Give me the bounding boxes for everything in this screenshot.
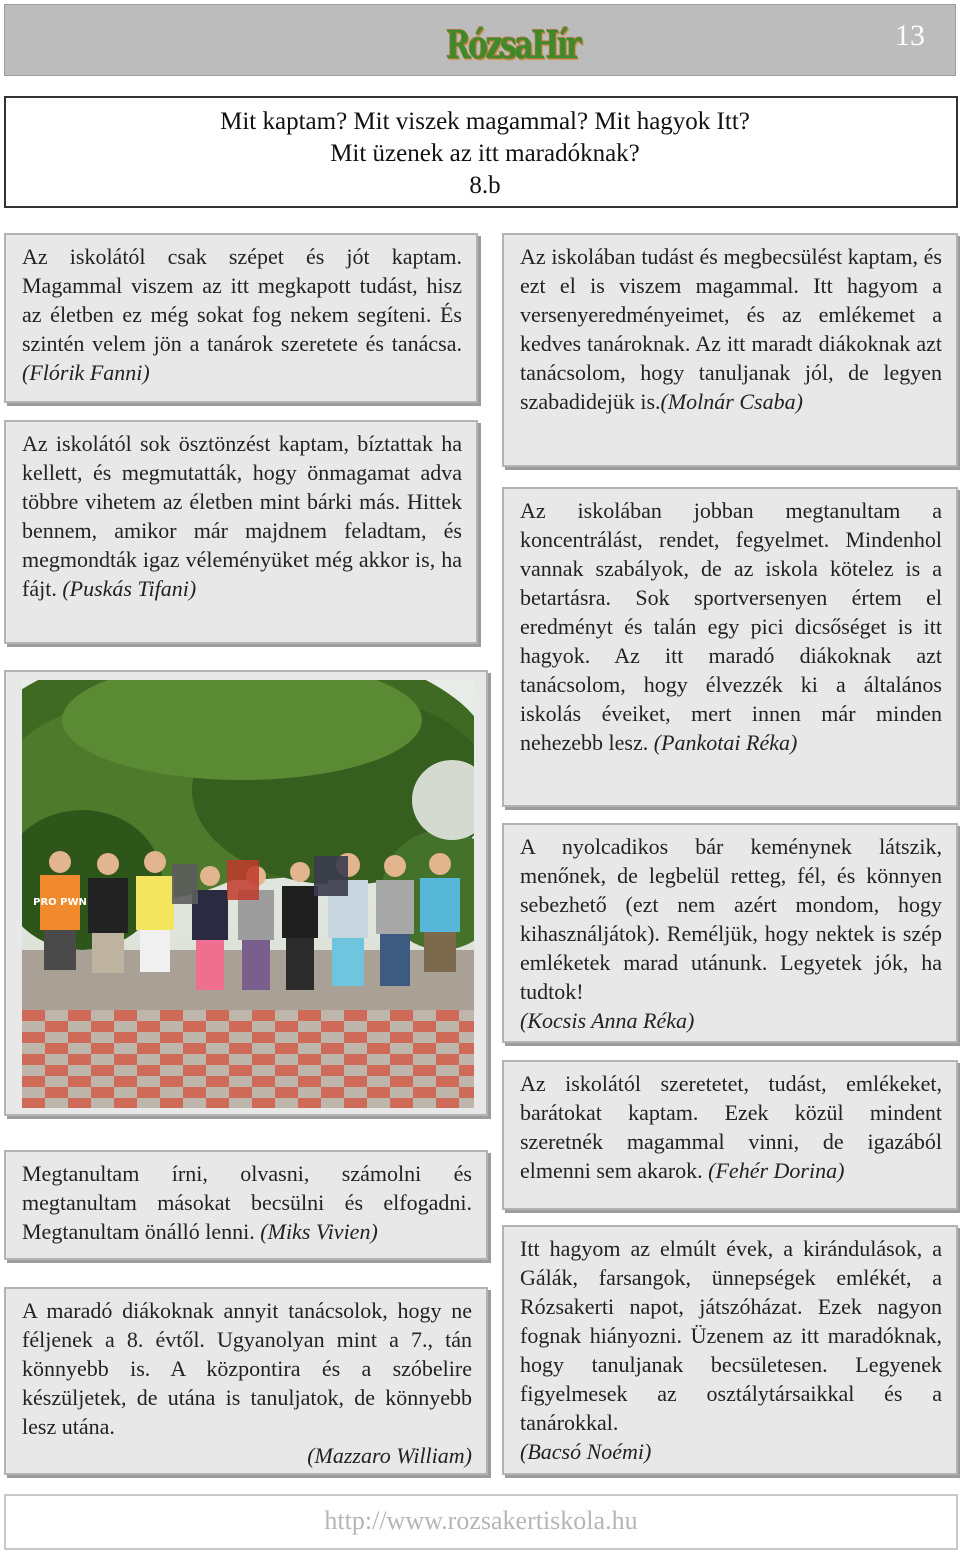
quote-box-bacso-noemi xyxy=(502,1225,958,1475)
quote-box-molnar-csaba xyxy=(502,233,958,467)
quote-box-kocsis-anna-reka xyxy=(502,823,958,1043)
page-number: 13 xyxy=(895,19,925,52)
quote-author: (Molnár Csaba) xyxy=(660,389,803,414)
quote-box-floric-fanni xyxy=(4,233,478,403)
quote-text: Az iskolában jobban megtanultam a koncentrálást, rendet, fegyelmet. Mindenhol vannak szabályok, de az iskola kötelez is a betartásra. Sok sportversenyen értem el eredményt és talán egy pici dicsőséget is itt hagyok. Az itt maradó diákoknak azt tanácsolom, hogy élvezzék ki a általános iskolás éveiket, mert innen már minden nehezebb lesz. (Pankotai Réka) xyxy=(520,498,942,755)
quote-author: (Pankotai Réka) xyxy=(653,730,798,755)
rozsahir-logo: RózsaHír xyxy=(446,22,580,67)
website-url[interactable]: http://www.rozsakertiskola.hu xyxy=(324,1506,638,1535)
quote-text: Az iskolától szeretetet, tudást, emlékeket, barátokat kaptam. Ezek közül mindent szeretnék magammal vinni, de igazából elmenni sem akarok. (Fehér Dorina) xyxy=(520,1071,942,1183)
title-line-2: Mit üzenek az itt maradóknak? xyxy=(330,140,640,167)
quote-box-mazzaro-william xyxy=(4,1287,488,1475)
quote-author: (Fehér Dorina) xyxy=(708,1158,845,1183)
quote-box-feher-dorina xyxy=(502,1060,958,1210)
shirt-text: PRO PWN xyxy=(33,897,87,908)
title-line-3: 8.b xyxy=(469,172,501,199)
class-photo-image xyxy=(22,680,474,1108)
quote-author: (Flórik Fanni) xyxy=(22,360,150,385)
quote-text: Megtanultam írni, olvasni, számolni és megtanultam másokat becsülni és elfogadni. Megtanultam önálló lenni. (Miks Vivien) xyxy=(22,1161,472,1244)
quote-author: (Miks Vivien) xyxy=(260,1219,378,1244)
quote-text: Az iskolától csak szépet és jót kaptam. Magammal viszem az itt megkapott tudást, hisz az életben ez még sokat fog nekem segíteni. És szintén velem jön a tanárok szeretete és tanácsa. (Flórik Fanni) xyxy=(22,244,462,385)
class-photo-frame xyxy=(4,670,488,1116)
page-header xyxy=(4,4,956,76)
quote-box-puskas-tifani xyxy=(4,420,478,644)
quote-box-miks-vivien xyxy=(4,1150,488,1260)
quote-text: A maradó diákoknak annyit tanácsolok, hogy ne féljenek a 8. évtől. Ugyanolyan mint a 7., tán könnyebb is. A központira és a szóbelire készüljetek, de utána is tanuljatok, de könnyebb lesz utána. xyxy=(22,1298,472,1439)
quote-author: (Kocsis Anna Réka) xyxy=(520,1008,695,1033)
quote-box-pankotai-reka xyxy=(502,487,958,807)
quote-text: Az iskolában tudást és megbecsülést kaptam, és ezt el is viszem magammal. Itt hagyom a versenyeredményeimet, és az emlékemet a kedves tanároknak. Az itt maradt diákoknak azt tanácsolom, hogy tanuljanak jól, de legyen szabadidejük is.(Molnár Csaba) xyxy=(520,244,942,414)
quote-text: Itt hagyom az elmúlt évek, a kirándulások, a Gálák, farsangok, ünnepségek emlékét, a Rózsakerti napot, játszóházat. Ezek nagyon fognak hiányozni. Üzenem az itt maradóknak, hogy tanuljanak becsületesen. Legyenek figyelmesek az osztálytársaikkal és a tanárokkal. xyxy=(520,1236,942,1435)
quote-author: (Bacsó Noémi) xyxy=(520,1439,652,1464)
quote-text: A nyolcadikos bár keménynek látszik, menőnek, de legbelül retteg, fél, és könnyen sebezhető (ezt nem azért mondom, hogy kihasználjátok). Reméljük, hogy nektek is szép emléketek marad utánunk. Legyetek jók, ha tudtok! xyxy=(520,834,942,1004)
class-photo xyxy=(22,680,474,1108)
quote-author: (Puskás Tifani) xyxy=(62,576,197,601)
quote-text: Az iskolától sok ösztönzést kaptam, bíztattak ha kellett, és megmutatták, hogy önmagamat adva többre vihetem az életben mint bárki más. Hittek bennem, amikor már majdnem feladtam, és megmondták igaz véleményüket még akkor is, ha fájt. (Puskás Tifani) xyxy=(22,431,462,601)
title-line-1: Mit kaptam? Mit viszek magammal? Mit hagyok Itt? xyxy=(220,108,750,135)
page-footer xyxy=(4,1494,958,1550)
article-title-box xyxy=(4,96,958,208)
quote-author: (Mazzaro William) xyxy=(307,1443,472,1468)
